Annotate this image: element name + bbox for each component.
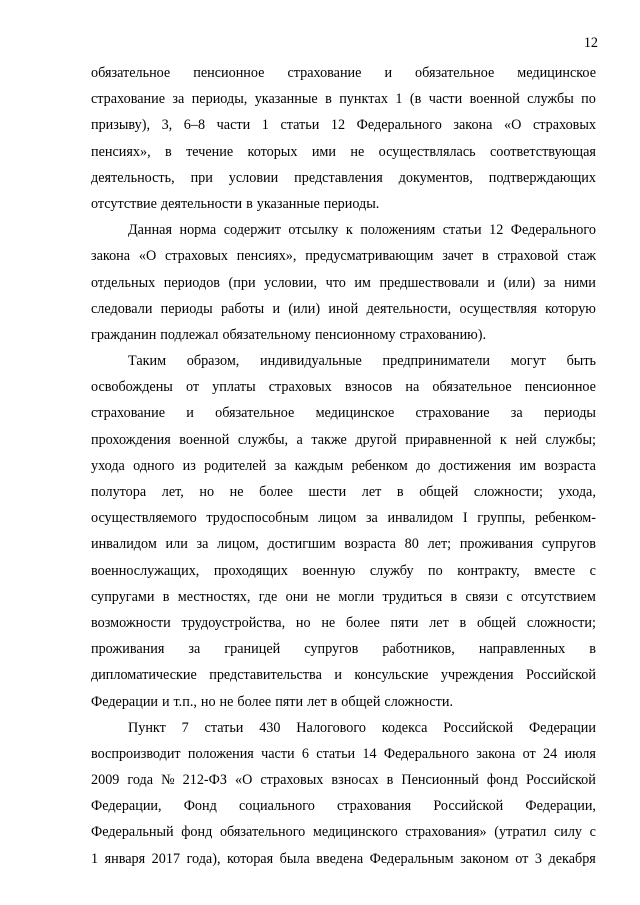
text-line: следовали периоды работы и (или) иной деятельности, осуществляя которую [91,300,596,317]
text-line: супругами в местностях, где они не могли трудиться в связи с отсутствием [91,588,596,605]
text-line: страхование за периоды, указанные в пунктах 1 (в части военной службы по [91,91,596,108]
text-line: Федерации, Фонд социального страхования Российской Федерации, [91,798,596,815]
paragraph [91,60,596,217]
text-line: призыву), 3, 6–8 части 1 статьи 12 Федерального закона «О страховых [91,117,596,134]
text-line: закона «О страховых пенсиях», предусматривающим зачет в страховой стаж [91,248,596,265]
text-line: проживания за границей супругов работников, направленных в [91,641,596,658]
text-line: 1 января 2017 года), которая была введена Федеральным законом от 3 декабря [91,850,596,867]
text-line: Таким образом, индивидуальные предприниматели могут быть [128,353,596,370]
text-line: Пункт 7 статьи 430 Налогового кодекса Российской Федерации [128,719,596,736]
text-line: осуществляемого трудоспособным лицом за инвалидом I группы, ребенком- [91,510,596,527]
text-line: пенсиях», в течение которых ими не осуществлялась соответствующая [91,143,596,160]
text-line: прохождения военной службы, а также другой приравненной к ней службы; [91,431,596,448]
paragraph [91,348,596,715]
text-line: отсутствие деятельности в указанные периоды. [91,195,380,212]
page-number: 12 [583,35,598,51]
text-line: возможности трудоустройства, но не более пяти лет в общей сложности; [91,614,596,631]
text-line: ухода одного из родителей за каждым ребенком до достижения им возраста [91,457,596,474]
text-line: полутора лет, но не более шести лет в общей сложности; ухода, [91,484,596,500]
text-line: 2009 года № 212-ФЗ «О страховых взносах в Пенсионный фонд Российской [91,772,596,789]
text-line: деятельность, при условии представления документов, подтверждающих [91,169,596,186]
text-line: воспроизводит положения части 6 статьи 14 Федерального закона от 24 июля [91,745,596,762]
text-line: отдельных периодов (при условии, что им предшествовали и (или) за ними [91,274,596,291]
text-line: страхование и обязательное медицинское страхование за периоды [91,405,596,422]
document-body [91,60,596,872]
paragraph [91,217,596,348]
text-line: военнослужащих, проходящих военную службу по контракту, вместе с [91,562,596,579]
text-line: дипломатические представительства и консульские учреждения Российской [91,667,596,684]
text-line: Данная норма содержит отсылку к положениям статьи 12 Федерального [128,222,596,239]
text-line: инвалидом или за лицом, достигшим возраста 80 лет; проживания супругов [91,536,596,553]
paragraph [91,715,596,872]
text-line: Федерации и т.п., но не более пяти лет в общей сложности. [91,693,454,710]
text-line: освобождены от уплаты страховых взносов на обязательное пенсионное [91,379,596,396]
text-line: Федеральный фонд обязательного медицинского страхования» (утратил силу с [91,824,596,841]
text-line: обязательное пенсионное страхование и обязательное медицинское [91,65,596,81]
text-line: гражданин подлежал обязательному пенсионному страхованию). [91,326,487,343]
